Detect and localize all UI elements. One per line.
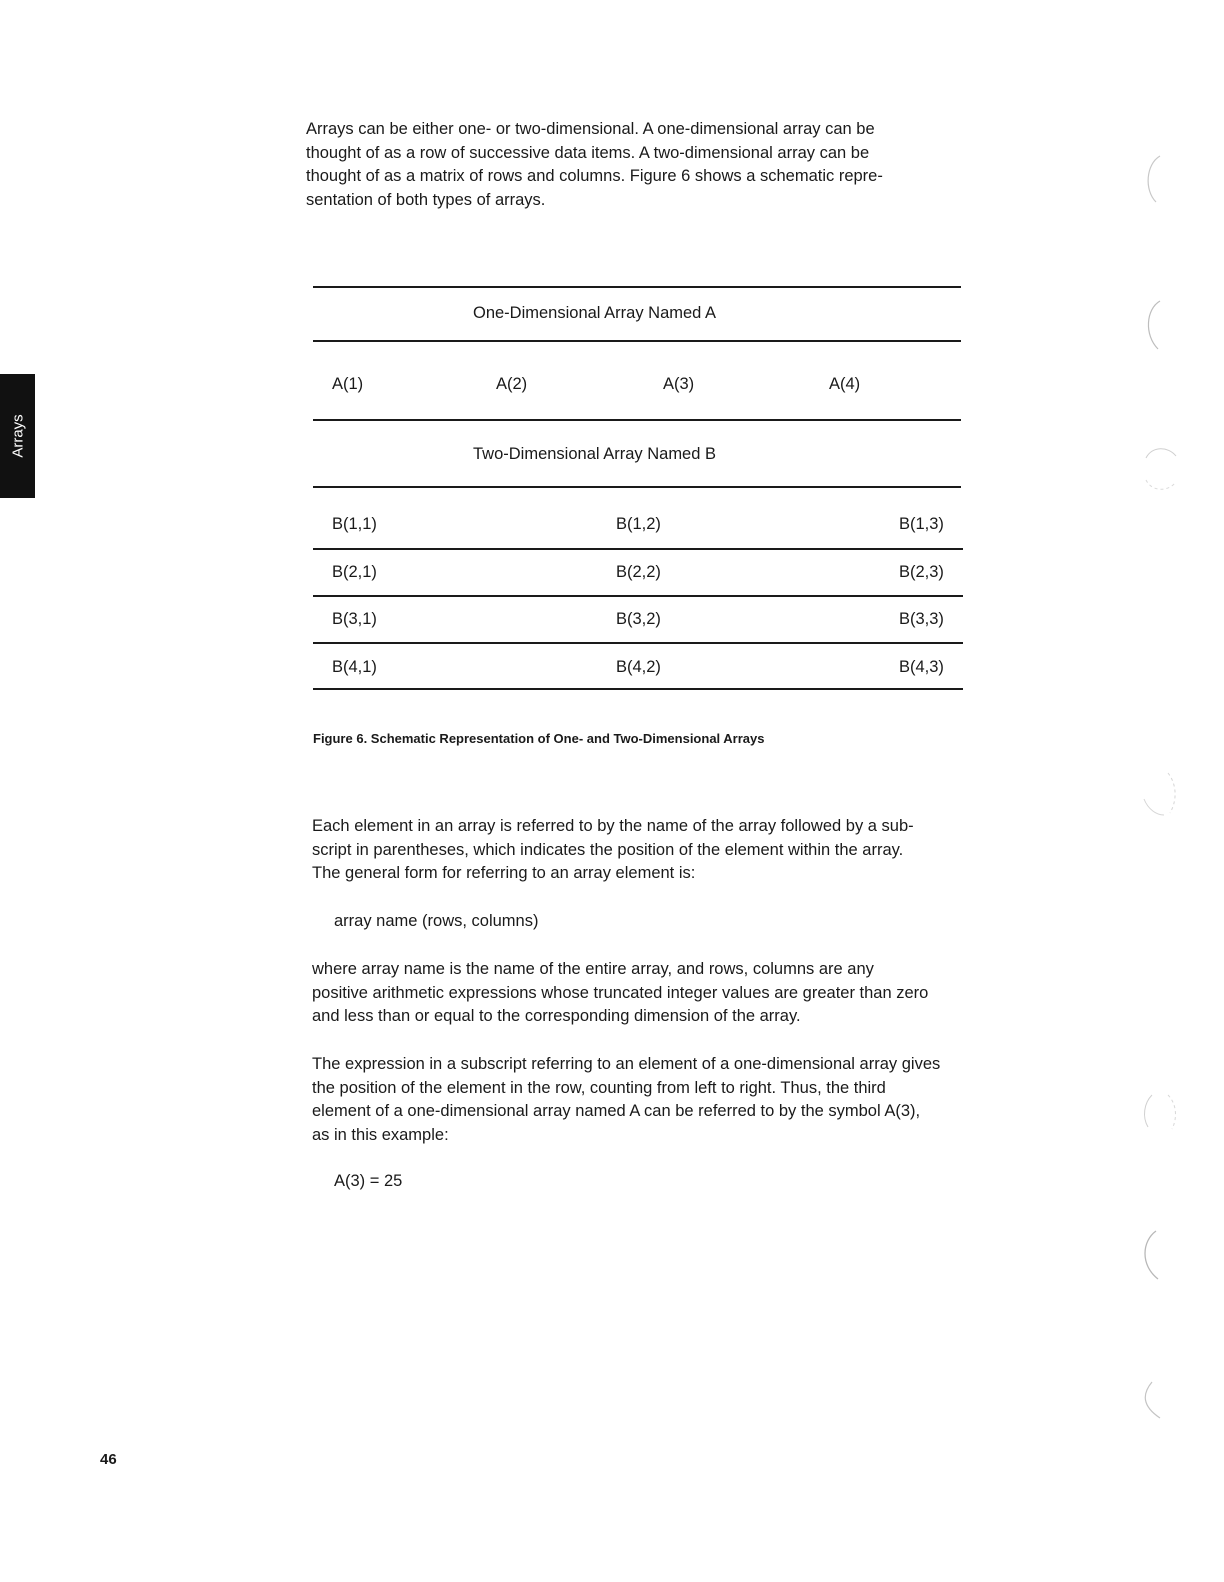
one-dim-cell: A(3) [663,375,695,393]
one-dim-cell: A(4) [829,375,861,393]
two-dim-cell: B(1,3) [899,515,944,533]
two-dim-cell: B(2,3) [899,563,944,581]
two-dim-cell: B(3,3) [899,610,944,628]
two-dim-heading-rule [313,486,961,488]
figure-caption: Figure 6. Schematic Representation of One- and Two-Dimensional Arrays [313,731,765,746]
one-dim-cell: A(2) [496,375,528,393]
two-dim-row-rule [313,642,963,644]
body-paragraph: where array name is the name of the entire array, and rows, columns are any positive arithmetic expressions whose truncated integer values are greater than zero and less than or equal to the corresponding dimension of the array. [312,960,929,1025]
one-dim-heading-rule [313,340,961,342]
two-dim-cell: B(3,2) [616,610,661,628]
section-tab-label: Arrays [9,414,26,458]
binder-hole-mark [1138,150,1180,210]
one-dim-heading: One-Dimensional Array Named A [473,304,717,322]
two-dim-cell: B(2,2) [616,563,661,581]
page-number: 46 [100,1451,117,1468]
two-dim-cell: B(2,1) [332,563,377,581]
two-dim-cell: B(1,2) [616,515,661,533]
two-dim-cell: B(4,2) [616,658,661,676]
code-example: A(3) = 25 [334,1172,403,1190]
figure-bottom-rule [313,688,963,690]
body-paragraph: Each element in an array is referred to by the name of the array followed by a sub- script in parentheses, which indicates the position of the element within the array. The general form for referring to an array element is: [312,817,914,882]
two-dim-row-rule [313,595,963,597]
binder-hole-mark [1138,295,1180,355]
one-dim-cell: A(1) [332,375,364,393]
section-tab [0,374,35,498]
binder-hole-mark [1138,1085,1180,1145]
intro-paragraph: Arrays can be either one- or two-dimensional. A one-dimensional array can be thought of as a row of successive data items. A two-dimensional array can be thought of as a matrix of rows and columns. Figure 6 shows a schematic repre- sentation of both types of arrays. [306,120,883,209]
two-dim-cell: B(4,1) [332,658,377,676]
figure-top-rule [313,286,961,288]
binder-hole-mark [1138,1225,1180,1285]
two-dim-heading: Two-Dimensional Array Named B [473,445,717,463]
code-example: array name (rows, columns) [334,912,539,930]
two-dim-cell: B(1,1) [332,515,377,533]
one-dim-bottom-rule [313,419,961,421]
body-paragraph: The expression in a subscript referring to an element of a one-dimensional array gives the position of the element in the row, counting from left to right. Thus, the third element of a one-dimensional array named A can be referred to by the symbol A(3), as in this example: [312,1055,941,1144]
binder-hole-mark [1138,440,1180,500]
binder-hole-mark [1138,765,1180,825]
two-dim-row-rule [313,548,963,550]
two-dim-cell: B(4,3) [899,658,944,676]
binder-hole-mark [1138,1372,1180,1432]
two-dim-cell: B(3,1) [332,610,377,628]
